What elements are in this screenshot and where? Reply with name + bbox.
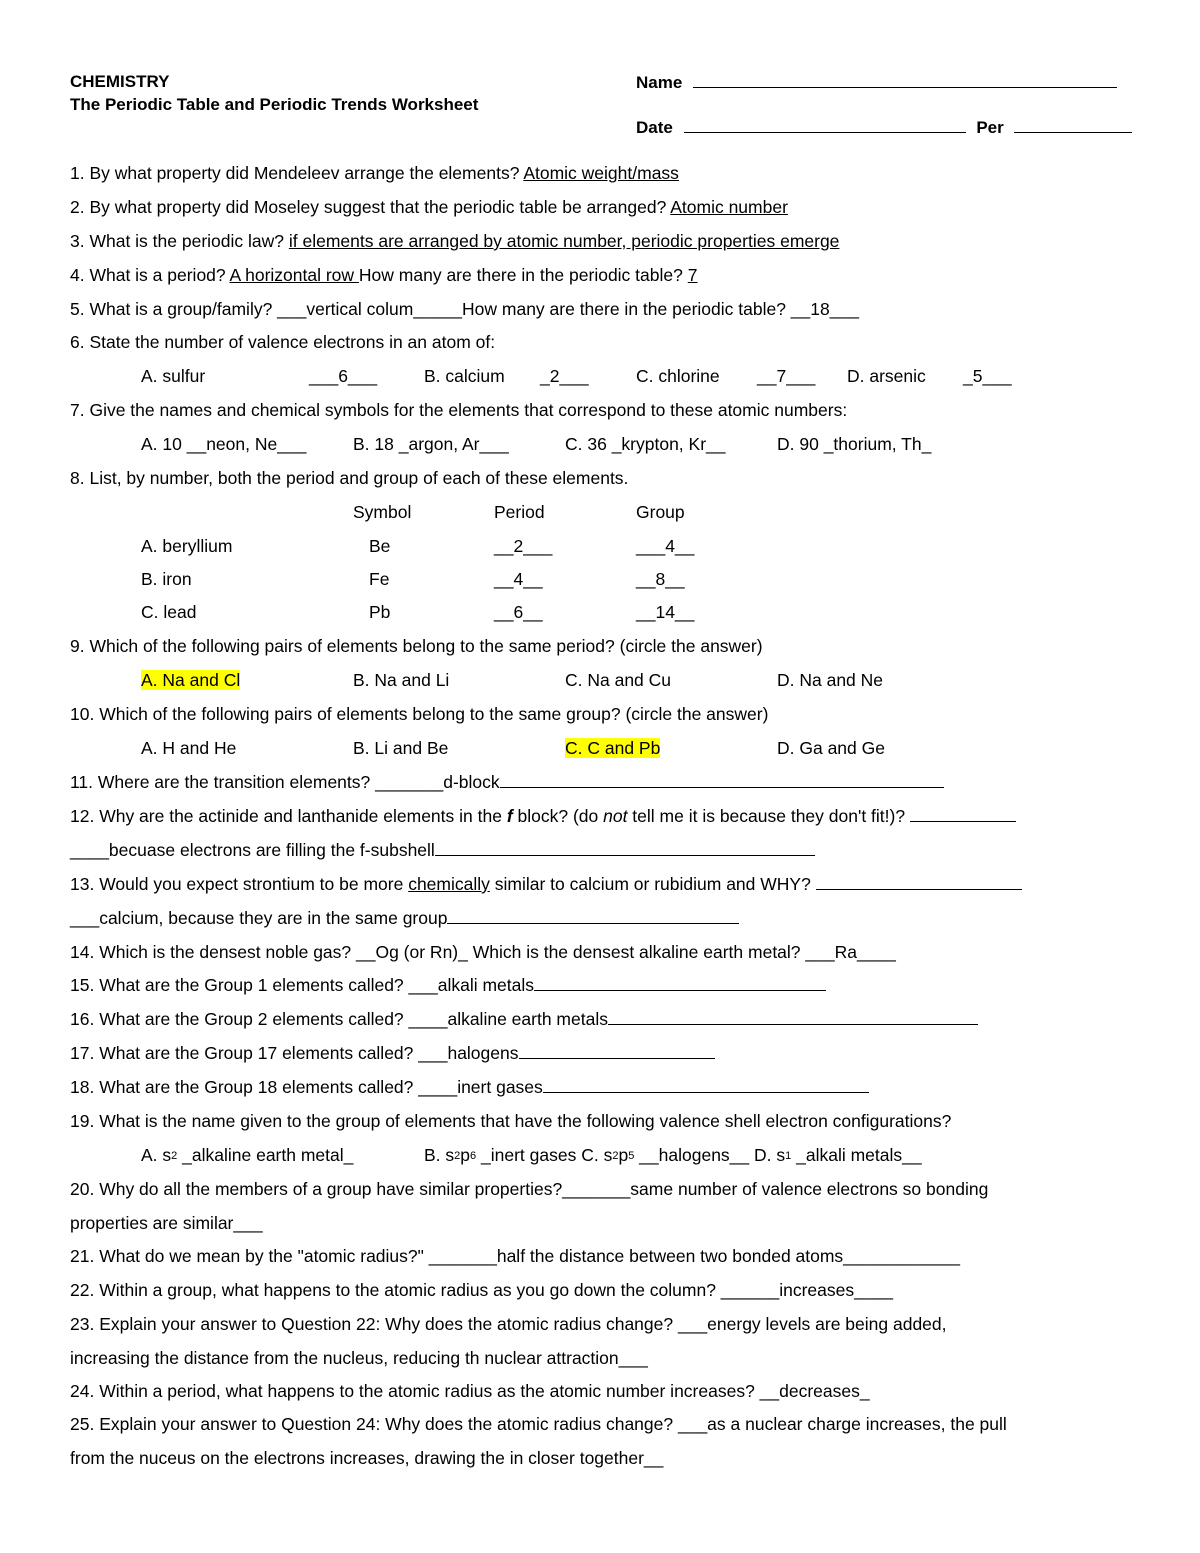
q6-item-b: B. calcium [424,366,505,386]
q16-blank [608,1009,978,1025]
question-15 [70,974,826,996]
q8-row-c-group: __14__ [636,602,695,622]
question-3 [70,230,839,252]
question-13-line-2 [70,907,739,929]
q19-b-label: B. s [424,1145,455,1165]
q19-item-bcd [424,1144,922,1166]
question-20-line-2: properties are similar___ [70,1213,263,1233]
q11-blank [500,772,944,788]
question-25: 25. Explain your answer to Question 24: Why does the atomic radius change? ___as a nuclear charge increases, the pull [70,1414,1007,1434]
q6-item-c: C. chlorine [636,366,720,386]
question-12-answer: ____becuase electrons are filling the f-subshell [70,840,435,860]
q8-header-group: Group [636,502,685,522]
q13-blank-2 [447,908,739,924]
q10-option-c-highlight: C. C and Pb [565,738,661,758]
q19-item-a [141,1144,353,1166]
question-22: 22. Within a group, what happens to the atomic radius as you go down the column? ______increases____ [70,1280,894,1300]
q13-blank [816,874,1022,890]
q15-blank [534,975,826,991]
question-4-text: 4. What is a period? [70,265,230,285]
question-5: 5. What is a group/family? ___vertical colum_____How many are there in the periodic table? __18___ [70,299,859,319]
date-field[interactable] [636,117,1132,138]
q19-b-sup2: 6 [470,1150,477,1162]
q8-row-a-symbol: Be [369,536,391,556]
q6-answer-c: __7___ [757,366,816,386]
question-23: 23. Explain your answer to Question 22: Why does the atomic radius change? ___energy levels are being added, [70,1314,947,1334]
question-8: 8. List, by number, both the period and group of each of these elements. [70,468,629,488]
q7-item-a: A. 10 __neon, Ne___ [141,434,307,454]
question-4-answer2: 7 [687,265,698,285]
question-11-text: 11. Where are the transition elements? _______d-block [70,772,500,792]
question-1-text: 1. By what property did Mendeleev arrange the elements? [70,163,524,183]
question-16 [70,1008,978,1030]
question-13-text-a: 13. Would you expect strontium to be more [70,874,409,894]
per-blank[interactable] [1014,117,1132,133]
question-12 [70,805,1016,827]
q19-c-sup2: 5 [628,1150,635,1162]
question-6: 6. State the number of valence electrons in an atom of: [70,332,496,352]
q19-c-answer: __halogens__ [634,1145,750,1165]
q8-row-a-period: __2___ [494,536,553,556]
question-10: 10. Which of the following pairs of elements belong to the same group? (circle the answer) [70,704,769,724]
question-1 [70,162,679,184]
q8-row-b-symbol: Fe [369,569,390,589]
q19-d-label: D. s [749,1145,786,1165]
question-13-answer: ___calcium, because they are in the same group [70,908,448,928]
q17-blank [519,1043,715,1059]
q8-row-c-symbol: Pb [369,602,391,622]
q6-item-d: D. arsenic [847,366,926,386]
question-3-answer: if elements are arranged by atomic number, periodic properties emerge [288,231,840,251]
q9-option-b[interactable]: B. Na and Li [353,670,450,690]
q19-c-label: C. s [576,1145,613,1165]
q19-b-answer: _inert gases [476,1145,577,1165]
q19-d-sup: 1 [785,1150,792,1162]
question-1-answer: Atomic weight/mass [523,163,679,183]
q19-b-sup: 2 [454,1150,461,1162]
question-12-text-a: 12. Why are the actinide and lanthanide elements in the [70,806,507,826]
worksheet-title: The Periodic Table and Periodic Trends Worksheet [70,95,479,114]
q6-answer-d: _5___ [963,366,1012,386]
question-25-line-2: from the nuceus on the electrons increases, drawing the in closer together__ [70,1448,664,1468]
question-2-text: 2. By what property did Moseley suggest that the periodic table be arranged? [70,197,671,217]
q6-answer-a: ___6___ [309,366,378,386]
question-23-line-2: increasing the distance from the nucleus, reducing th nuclear attraction___ [70,1348,648,1368]
q12-blank-2 [435,840,815,856]
q19-a-sup: 2 [171,1150,178,1162]
q8-row-b-period: __4__ [494,569,543,589]
q8-row-b-group: __8__ [636,569,685,589]
subject-heading: CHEMISTRY [70,72,170,91]
q8-row-a-element: A. beryllium [141,536,233,556]
question-13-text-b: similar to calcium or rubidium and WHY? [489,874,816,894]
name-field[interactable] [636,72,1117,93]
question-3-text: 3. What is the periodic law? [70,231,289,251]
q8-header-period: Period [494,502,545,522]
question-18 [70,1076,869,1098]
question-12-text-c: tell me it is because they don't fit!)? [627,806,910,826]
q8-row-c-element: C. lead [141,602,197,622]
question-12-f: f [506,806,513,826]
question-17-text: 17. What are the Group 17 elements called? ___halogens [70,1043,519,1063]
q9-option-d[interactable]: D. Na and Ne [777,670,884,690]
question-4-text2: How many are there in the periodic table? [358,265,688,285]
q19-a-label: A. s [141,1145,172,1165]
q19-c-p: p [618,1145,629,1165]
q10-option-b[interactable]: B. Li and Be [353,738,449,758]
q19-a-answer: _alkaline earth metal_ [177,1145,354,1165]
question-4 [70,264,697,286]
q9-option-a[interactable] [141,669,240,691]
q19-d-answer: _alkali metals__ [791,1145,922,1165]
question-20: 20. Why do all the members of a group have similar properties?_______same number of valence electrons so bonding [70,1179,989,1199]
date-blank[interactable] [684,117,966,133]
question-7: 7. Give the names and chemical symbols for the elements that correspond to these atomic numbers: [70,400,848,420]
name-blank[interactable] [693,72,1117,88]
q10-option-d[interactable]: D. Ga and Ge [777,738,885,758]
q8-row-a-group: ___4__ [636,536,695,556]
q12-blank [910,806,1016,822]
question-12-line-2 [70,839,815,861]
q10-option-a[interactable]: A. H and He [141,738,237,758]
question-11 [70,771,944,793]
question-12-not: not [603,806,628,826]
q7-item-c: C. 36 _krypton, Kr__ [565,434,726,454]
question-12-text-b: block? (do [512,806,604,826]
question-21: 21. What do we mean by the "atomic radius?" _______half the distance between two bonded atoms____________ [70,1246,960,1266]
question-19: 19. What is the name given to the group of elements that have the following valence shell electron configurations? [70,1111,952,1131]
q8-row-b-element: B. iron [141,569,192,589]
question-4-answer: A horizontal row [229,265,359,285]
q7-item-d: D. 90 _thorium, Th_ [777,434,932,454]
question-9: 9. Which of the following pairs of elements belong to the same period? (circle the answer) [70,636,763,656]
date-label: Date [636,118,673,137]
name-label: Name [636,73,683,92]
q19-b-p: p [460,1145,471,1165]
q7-item-b: B. 18 _argon, Ar___ [353,434,509,454]
q9-option-c[interactable]: C. Na and Cu [565,670,672,690]
question-2 [70,196,788,218]
q10-option-c[interactable] [565,737,660,759]
question-13 [70,873,1022,895]
q6-item-a: A. sulfur [141,366,206,386]
q18-blank [543,1077,869,1093]
question-14: 14. Which is the densest noble gas? __Og (or Rn)_ Which is the densest alkaline earth metal? ___Ra____ [70,942,896,962]
q9-option-a-highlight: A. Na and Cl [141,670,241,690]
question-24: 24. Within a period, what happens to the atomic radius as the atomic number increases? __decreases_ [70,1381,870,1401]
question-17 [70,1042,715,1064]
per-label: Per [976,118,1004,137]
question-16-text: 16. What are the Group 2 elements called? ____alkaline earth metals [70,1009,608,1029]
q19-c-sup: 2 [612,1150,619,1162]
question-18-text: 18. What are the Group 18 elements called? ____inert gases [70,1077,543,1097]
question-15-text: 15. What are the Group 1 elements called? ___alkali metals [70,975,535,995]
q8-row-c-period: __6__ [494,602,543,622]
question-13-chemically: chemically [408,874,490,894]
question-2-answer: Atomic number [670,197,788,217]
q8-header-symbol: Symbol [353,502,412,522]
q6-answer-b: _2___ [540,366,589,386]
